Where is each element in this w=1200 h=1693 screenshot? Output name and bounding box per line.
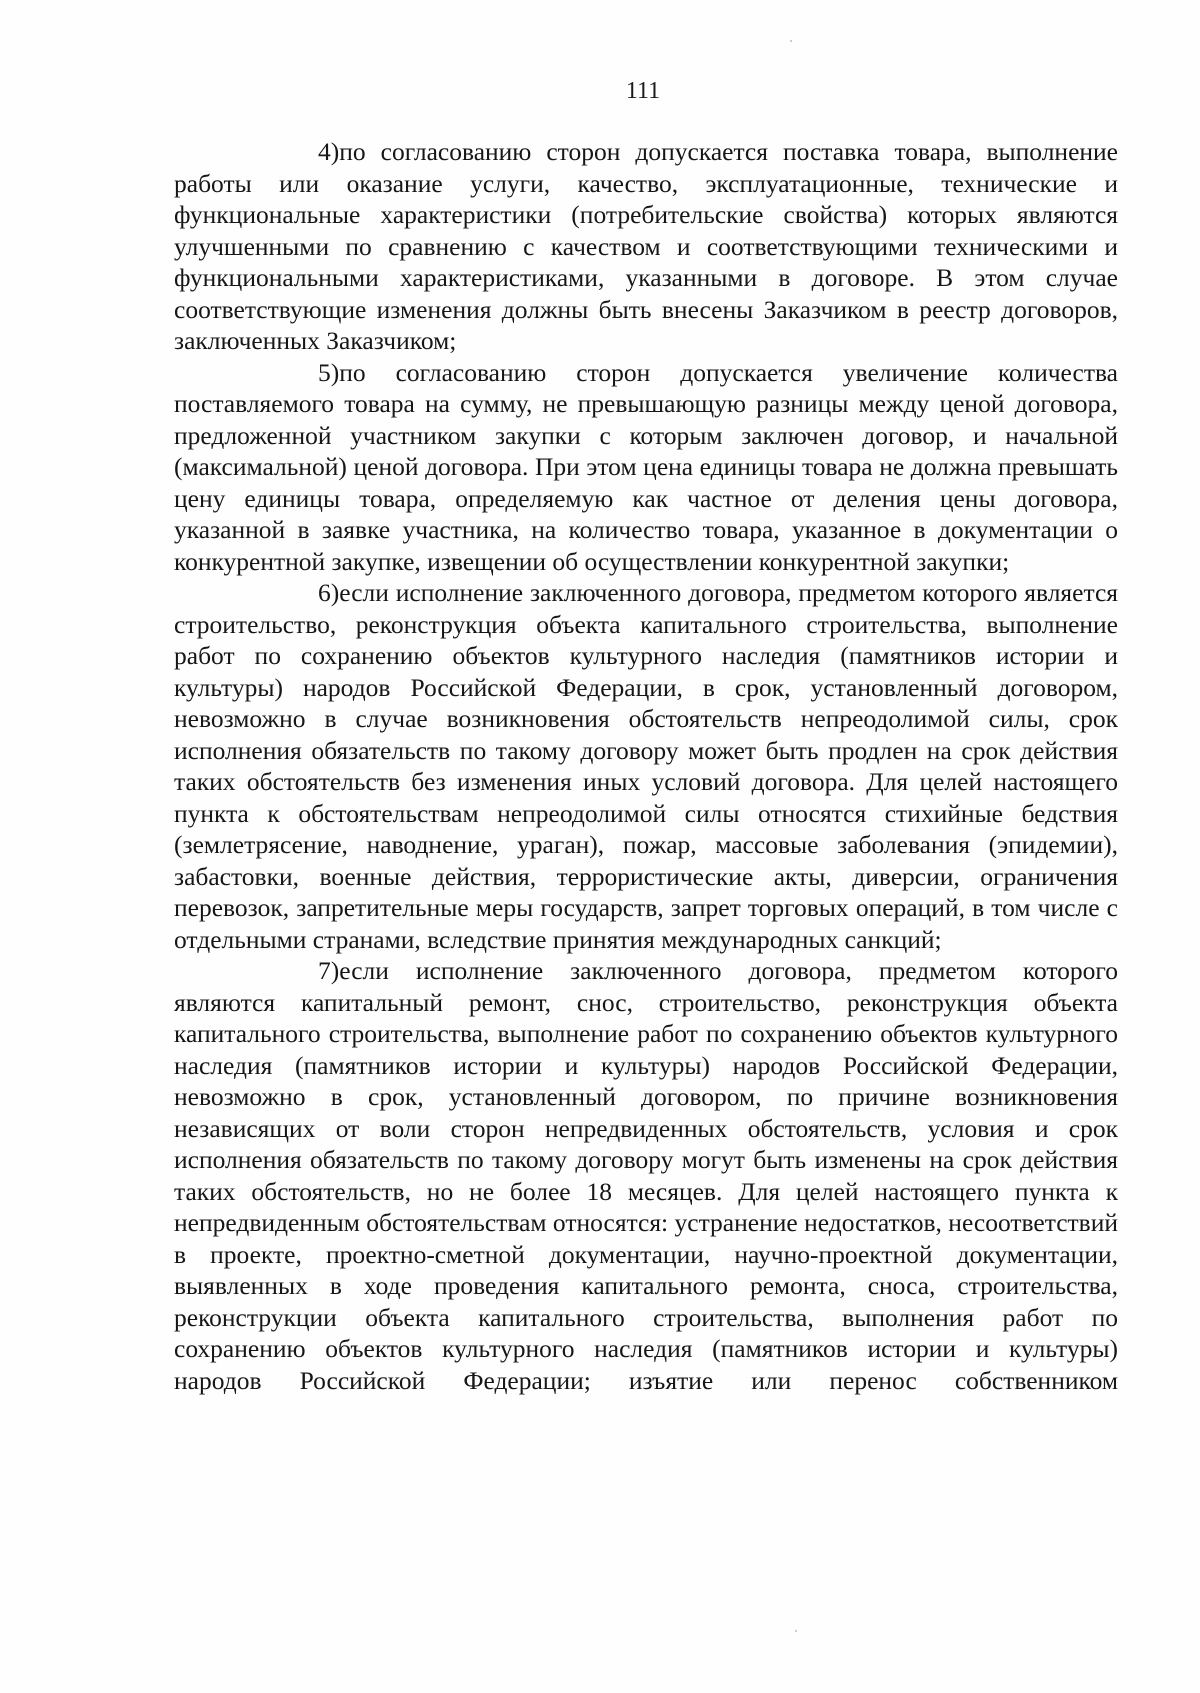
list-item-number: 5) xyxy=(318,357,340,387)
list-item-number: 4) xyxy=(318,137,340,166)
list-item-4 xyxy=(174,136,1118,357)
list-item-text: если исполнение заключенного договора, предметом которого являются капитальный ремонт, снос, строительство, реконструкция объекта капитального строительства, выполнение работ по сохранению объектов культурного наследия (памятников истории и культуры) народов Российской Федерации, невозможно в срок, установленный договором, по причине возникновения независящих от воли сторон непредвиденных обстоятельств, условия и срок исполнения обязательств по такому договору могут быть изменены на срок действия таких обстоятельств, но не более 18 месяцев. Для целей настоящего пункта к непредвиденным обстоятельствам относятся: устранение недостатков, несоответствий в проекте, проектно-сметной документации, научно-проектной документации, выявленных в ходе проведения капитального ремонта, сноса, строительства, реконструкции объекта капитального строительства, выполнения работ по сохранению объектов культурного наследия (памятников истории и культуры) народов Российской Федерации; изъятие или перенос собственником xyxy=(174,956,1118,1395)
scan-speck xyxy=(790,40,792,42)
list-item-5 xyxy=(174,357,1118,578)
document-body xyxy=(174,136,1118,1396)
list-item-text: если исполнение заключенного договора, предметом которого является строительство, реконструкция объекта капитального строительства, выполнение работ по сохранению объектов культурного наследия (памятников истории и культуры) народов Российской Федерации, в срок, установленный договором, невозможно в случае возникновения обстоятельств непреодолимой силы, срок исполнения обязательств по такому договору может быть продлен на срок действия таких обстоятельств без изменения иных условий договора. Для целей настоящего пункта к обстоятельствам непреодолимой силы относятся стихийные бедствия (землетрясение, наводнение, ураган), пожар, массовые заболевания (эпидемии), забастовки, военные действия, террористические акты, диверсии, ограничения перевозок, запретительные меры государств, запрет торговых операций, в том числе с отдельными странами, вследствие принятия международных санкций; xyxy=(174,578,1118,954)
list-item-text: по согласованию сторон допускается увеличение количества поставляемого товара на сумму, не превышающую разницы между ценой договора, предложенной участником закупки с которым заключен договор, и начальной (максимальной) ценой договора. При этом цена единицы товара не должна превышать цену единицы товара, определяемую как частное от деления цены договора, указанной в заявке участника, на количество товара, указанное в документации о конкурентной закупке, извещении об осуществлении конкурентной закупки; xyxy=(174,357,1118,576)
list-item-number: 7) xyxy=(318,956,340,985)
page-number: 111 xyxy=(625,78,661,104)
list-item-number: 6) xyxy=(318,578,340,607)
scan-speck xyxy=(795,1630,797,1632)
list-item-6 xyxy=(174,577,1118,955)
list-item-7 xyxy=(174,955,1118,1396)
list-item-text: по согласованию сторон допускается поставка товара, выполнение работы или оказание услуги, качество, эксплуатационные, технические и функциональные характеристики (потребительские свойства) которых являются улучшенными по сравнению с качеством и соответствующими техническими и функциональными характеристиками, указанными в договоре. В этом случае соответствующие изменения должны быть внесены Заказчиком в реестр договоров, заключенных Заказчиком; xyxy=(174,137,1118,355)
